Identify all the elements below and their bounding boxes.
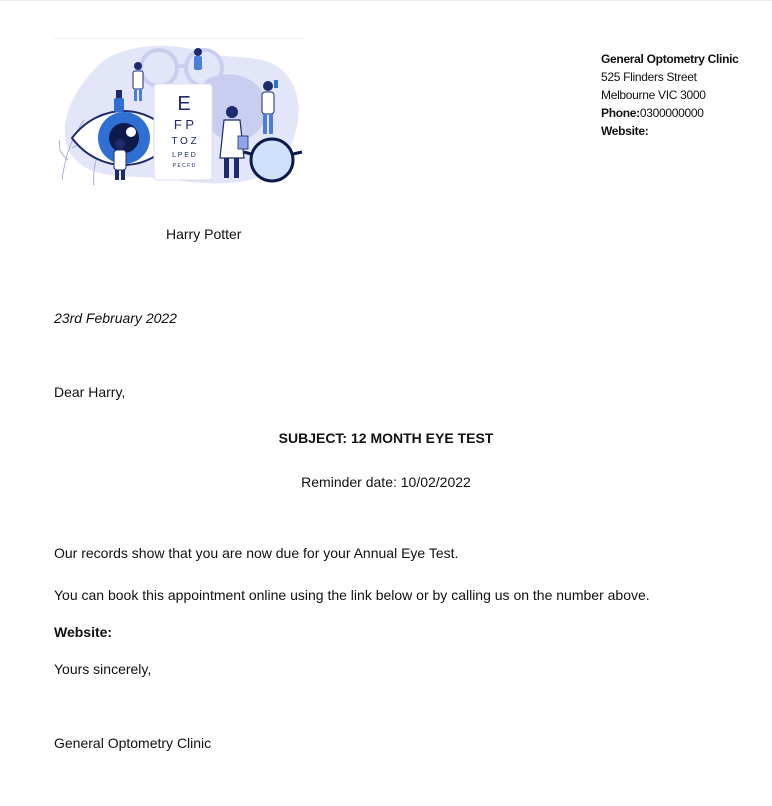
eye-chart-row-4: L P E D: [172, 152, 196, 159]
body-website-label: Website:: [54, 624, 113, 640]
clinic-name: General Optometry Clinic: [601, 52, 739, 66]
salutation: Dear Harry,: [54, 384, 126, 400]
eye-chart: [154, 84, 212, 180]
page-top-border: [0, 0, 772, 1]
subject-line: SUBJECT: 12 MONTH EYE TEST: [278, 430, 494, 446]
eye-chart-row-2: F P: [173, 117, 195, 132]
letter-date: 23rd February 2022: [54, 310, 177, 326]
eye-chart-row-3: T O Z: [171, 136, 197, 147]
clinic-street: 525 Flinders Street: [601, 70, 697, 84]
eye-chart-row-5: P E C F D: [172, 163, 196, 169]
clinic-city: Melbourne VIC 3000: [601, 88, 706, 102]
signature: General Optometry Clinic: [54, 735, 212, 751]
clinic-phone: [601, 104, 739, 122]
phone-value: 0300000000: [639, 106, 704, 120]
closing-line: Yours sincerely,: [54, 661, 152, 677]
body-paragraph-1: Our records show that you are now due for your Annual Eye Test.: [54, 545, 459, 561]
header-divider: [54, 38, 304, 39]
phone-label: Phone:: [601, 106, 640, 120]
clinic-contact-block: [601, 50, 739, 140]
eye-chart-row-1: E: [177, 93, 191, 115]
body-paragraph-2: You can book this appointment online using the link below or by calling us on the number above.: [54, 587, 650, 603]
recipient-name: Harry Potter: [166, 226, 242, 242]
reminder-date: Reminder date: 10/02/2022: [301, 474, 471, 490]
clinic-website-label: Website:: [601, 124, 649, 138]
doctor-figure-top: [194, 48, 202, 70]
optometry-illustration: [54, 40, 304, 186]
